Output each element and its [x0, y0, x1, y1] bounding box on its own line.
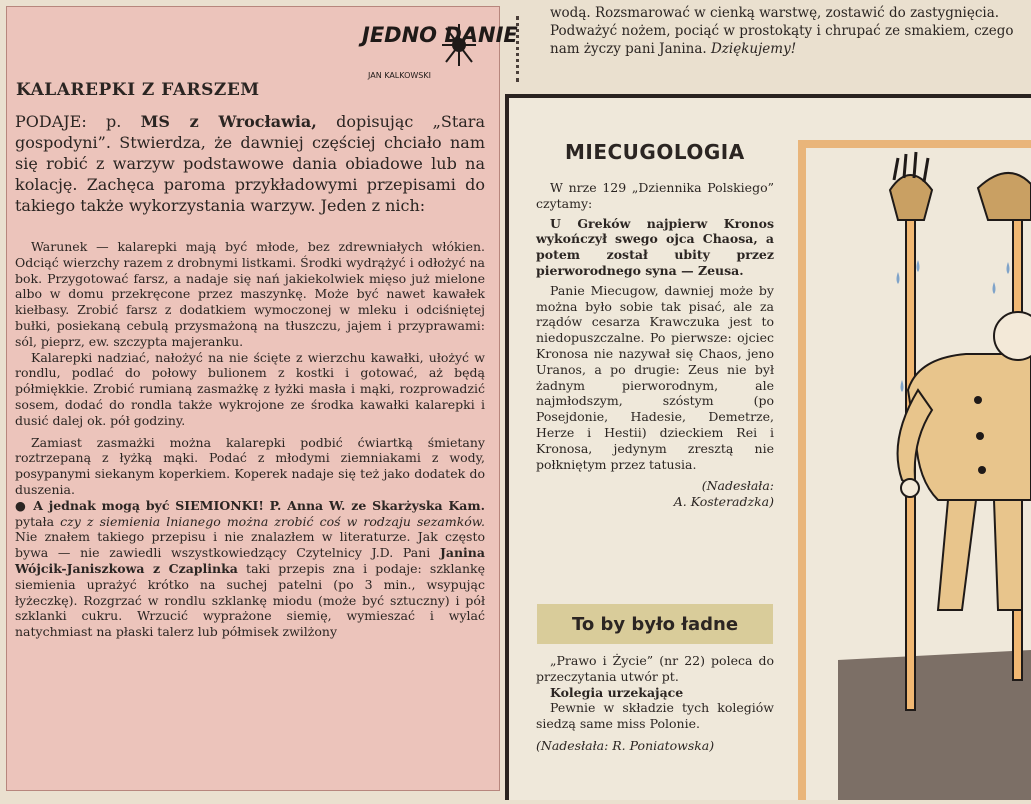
- ladne-title: Kolegia urzekające: [550, 684, 684, 700]
- lead-rest: dopisując „Stara gospodyni”. Stwierdza, że dawniej częściej chciało nam się robić z warzyw podstawowe dania obiadowe lub na kolację. Zachęca paroma przykładowymi przepisami do takiego także wykorzystania warzyw. Jeden z nich:: [15, 112, 485, 215]
- miecugologia-quote: U Greków najpierw Kronos wykończył swego ojca Chaosa, a potem został ubity przez pierworodnego syna — Zeusa.: [536, 215, 774, 278]
- section-title-box: To by było ładne: [537, 604, 773, 644]
- ladne-column: [536, 653, 774, 754]
- column-logo: [360, 22, 518, 84]
- signature-2: (Nadesłała: R. Poniatowska): [536, 737, 715, 753]
- siemionki-text-b: Nie znałem takiego przepisu i nie znalazłem w literaturze. Jak często bywa — nie zawiedli wszystkowiedzący Czytelnicy J.D. Pani: [15, 529, 485, 561]
- recipe-body: [15, 239, 485, 640]
- recipe-paragraph-2: Kalarepki nadziać, nałożyć na nie ścięte z wierzchu kawałki, ułożyć w rondlu, podlać do połowy bulionem z kostki i gotować, aż będą półmiękkie. Zrobić rumianą zasmażkę z łyżki masła i mąki, rozprowadzić sosem, dodać do rondla także wykrojone ze środka kawałki kalarepki i dusić dalej ok. pół godziny.: [15, 349, 485, 428]
- recipe-lead: [15, 111, 485, 216]
- continued-recipe-body: wodą. Rozsmarować w cienką warstwę, zostawić do zastygnięcia. Podważyć nożem, pociąć w prostokąty i chrupać ze smakiem, czego nam życzy pani Janina.: [550, 5, 1014, 57]
- siemionki-text-a: pytała: [15, 513, 61, 529]
- thanks-note: Dziękujemy!: [710, 41, 797, 57]
- section-heading: MIECUGOLOGIA: [565, 140, 745, 164]
- lead-intro: PODAJE: p.: [15, 112, 141, 131]
- continued-recipe-text: [550, 4, 1028, 92]
- logo-author: JAN KALKOWSKI: [368, 71, 431, 80]
- ladne-text: Pewnie w składzie tych kolegiów siedzą same miss Polonie.: [536, 700, 774, 732]
- siemionki-question: czy z siemienia lnianego można zrobić coś w rodzaju sezamków.: [60, 513, 485, 529]
- cartoon-drawing: [798, 140, 1031, 800]
- recipe-paragraph-4: [15, 498, 485, 640]
- ladne-intro: „Prawo i Życie” (nr 22) poleca do przeczytania utwór pt.: [536, 653, 774, 684]
- recipe-title: KALAREPKI Z FARSZEM: [16, 80, 260, 100]
- logo-graphic: [360, 22, 518, 84]
- miecugologia-column: [536, 180, 774, 510]
- miecugologia-comment: Panie Miecugow, dawniej może by można było sobie tak pisać, ale za rządów cesarza Krawczuka jest to niedopuszczalne. Po pierwsze: ojciec Kronosa nie nazywał się Chaos, jeno Uranos, a po drugie: Zeus nie był żadnym pierworodnym, ale najmłodszym, szóstym (po Posejdonie, Hadesie, Demetrze, Herze i Hestii) dzieckiem Rei i Kronosa, jedynym zresztą nie połkniętym przez tatusia.: [536, 282, 774, 472]
- siemionki-text-c: taki przepis zna i podaje: szklankę siemienia uprażyć krótko na suchej patelni (po 3 min., wsypując łyżeczkę). Rozgrzać w rondlu szklankę miodu (może być sztuczny) i pół szklanki cukru. Wrzucić wyprażone siemię, wymieszać i wylać natychmiast na płaski talerz lub półmisek zwilżony: [15, 560, 485, 640]
- cartoon-illustration: [798, 140, 1031, 800]
- signature-1-line-2: A. Kosteradzka): [673, 494, 774, 510]
- signature-1-line-1: (Nadesłała:: [701, 478, 774, 494]
- lead-name: MS z Wrocławia,: [140, 112, 317, 131]
- recipe-paragraph-3: Zamiast zasmażki można kalarepki podbić ćwiartką śmietany roztrzepaną z łyżką mąki. Podać z młodymi ziemniakami z wody, posypanymi siekanym koperkiem. Koperek nadaje się też jako dodatek do duszenia.: [15, 434, 485, 497]
- siemionki-heading: ● A jednak mogą być SIEMIONKI! P. Anna W. ze Skarżyska Kam.: [15, 497, 485, 513]
- siemionki-author: Janina Wójcik-Janiszkowa z Czaplinka: [15, 545, 485, 576]
- recipe-paragraph-1: Warunek — kalarepki mają być młode, bez zdrewniałych włókien. Odciąć wierzchy razem z drobnymi listkami. Środki wydrążyć i odłożyć na bok. Przygotować farsz, a nadaje się nań jakiekolwiek mięso już mielone albo w domu przekręcone przez maszynkę. Może być nawet kawałek kiełbasy. Zrobić farsz z dodatkiem wymoczonej w mleku i odciśniętej bułki, posiekaną cebulą przysmażoną na tłuszczu, jajem i przyprawami: sól, pieprz, ew. szczypta majeranku.: [15, 239, 485, 349]
- logo-title: JEDNO DANIE: [362, 23, 518, 47]
- miecugologia-intro: W nrze 129 „Dziennika Polskiego” czytamy:: [536, 180, 774, 211]
